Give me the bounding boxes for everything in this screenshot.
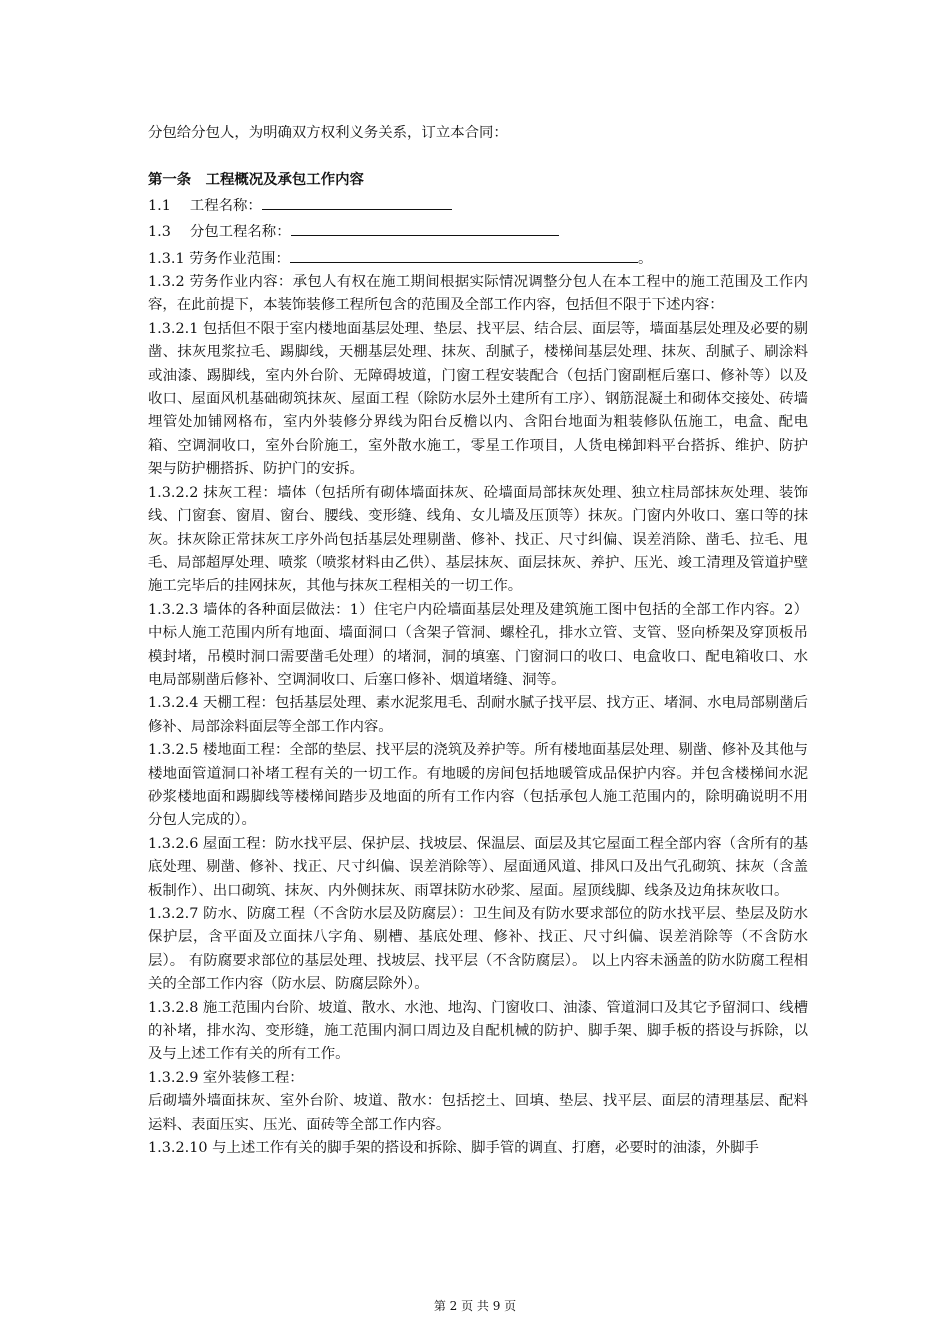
blank-line [291, 218, 559, 236]
field-project-name [148, 192, 808, 218]
paragraph: 1.3.2.9 室外装修工程： [148, 1069, 304, 1086]
paragraph: 后砌墙外墙面抹灰、室外台阶、坡道、散水：包括挖土、回填、垫层、找平层、面层的清理基层、配料运料、表面压实、压光、面砖等全部工作内容。 [148, 1093, 808, 1133]
paragraph: 1.3.2.6 屋面工程：防水找平层、保护层、找坡层、保温层、面层及其它屋面工程全部内容（含所有的基底处理、剔凿、修补、找正、尺寸纠偏、误差消除等）、屋面通风道、排风口及出气孔砌筑、抹灰（含盖板制作）、出口砌筑、抹灰、内外侧抹灰、雨罩抹防水砂浆、屋面。屋顶线脚、线条及边角抹灰收口。 [148, 835, 808, 899]
intro-text: 分包给分包人，为明确双方权利义务关系，订立本合同： [148, 125, 508, 141]
field-subcontract-name [148, 218, 808, 244]
paragraph: 1.3.2.1 包括但不限于室内楼地面基层处理、垫层、找平层、结合层、面层等，墙面基层处理及必要的剔凿、抹灰甩浆拉毛、踢脚线，天棚基层处理、抹灰、刮腻子，楼梯间基层处理、抹灰、刮腻子、刷涂料或油漆、踢脚线，室内外台阶、无障碍坡道，门窗工程安装配合（包括门窗副框后塞口、修补等）以及收口、屋面风机基础砌筑抹灰、屋面工程（除防水层外土建所有工序）、钢筋混凝土和砌体交接处、砖墙埋管处加铺网格布，室内外装修分界线为阳台反檐以内、含阳台地面为粗装修队伍施工，电盒、配电箱、空调洞收口，室外台阶施工，室外散水施工，零星工作项目，人货电梯卸料平台搭拆、维护、防护架与防护棚搭拆、防护门的安拆。 [148, 320, 808, 478]
paragraph: 1.3.2.7 防水、防腐工程（不含防水层及防腐层）：卫生间及有防水要求部位的防水找平层、垫层及防水保护层，含平面及立面抹八字角、剔槽、基底处理、修补、找正、尺寸纠偏、误差消除等（不含防水层）。 有防腐要求部位的基层处理、找坡层、找平层（不含防腐层）。 以上内容未涵盖的防水防腐工程相关的全部工作内容（防水层、防腐层除外）。 [148, 906, 808, 993]
paragraph: 1.3.2.2 抹灰工程：墙体（包括所有砌体墙面抹灰、砼墙面局部抹灰处理、独立柱局部抹灰处理、装饰线、门窗套、窗眉、窗台、腰线、变形缝、线角、女儿墙及压顶等）抹灰。门窗内外收口、塞口等的抹灰。抹灰除正常抹灰工序外尚包括基层处理剔凿、修补、找正、尺寸纠偏、误差消除、凿毛、拉毛、甩毛、局部超厚处理、喷浆（喷浆材料由乙供）、基层抹灰、面层抹灰、养护、压光、竣工清理及管道护壁施工完毕后的挂网抹灰，其他与抹灰工程相关的一切工作。 [148, 484, 808, 595]
paragraph: 1.3.2.3 墙体的各种面层做法：1）住宅户内砼墙面基层处理及建筑施工图中包括的全部工作内容。2）中标人施工范围内所有地面、墙面洞口（含架子管洞、螺栓孔，排水立管、支管、竖向桥架及穿顶板吊模封堵，吊模时洞口需要凿毛处理）的堵洞，洞的填塞、门窗洞口的收口、电盒收口、配电箱收口、水电局部剔凿后修补、空调洞收口、后塞口修补、烟道堵缝、洞等。 [148, 601, 808, 688]
paragraph: 1.3.2.4 天棚工程：包括基层处理、素水泥浆甩毛、刮耐水腻子找平层、找方正、堵洞、水电局部剔凿后修补、局部涂料面层等全部工作内容。 [148, 695, 808, 735]
field-suffix: 。 [637, 250, 653, 267]
paragraph: 1.3.2.8 施工范围内台阶、坡道、散水、水池、地沟、门窗收口、油漆、管道洞口及其它予留洞口、线槽的补堵，排水沟、变形缝，施工范围内洞口周边及自配机械的防护、脚手架、脚手板的搭设与拆除，以及与上述工作有关的所有工作。 [148, 999, 808, 1063]
field-labor-scope [148, 245, 808, 271]
article-heading: 第一条 工程概况及承包工作内容 [148, 171, 364, 189]
document-page [148, 122, 808, 1160]
blank-line [290, 245, 638, 263]
field-label: 1.3 分包工程名称： [148, 224, 291, 241]
blank-line [262, 192, 452, 210]
paragraph: 1.3.2.5 楼地面工程：全部的垫层、找平层的浇筑及养护等。所有楼地面基层处理、剔凿、修补及其他与楼地面管道洞口补堵工程有关的一切工作。有地暖的房间包括地暖管成品保护内容。并包含楼梯间水泥砂浆楼地面和踢脚线等楼梯间踏步及地面的所有工作内容（包括承包人施工范围内的，除明确说明不用分包人完成的）。 [148, 742, 808, 829]
paragraph: 1.3.2 劳务作业内容：承包人有权在施工期间根据实际情况调整分包人在本工程中的施工范围及工作内容，在此前提下，本装饰装修工程所包含的范围及全部工作内容，包括但不限于下述内容： [148, 274, 808, 314]
page-footer: 第 2 页 共 9 页 [433, 1299, 517, 1313]
field-label: 1.1 工程名称： [148, 197, 262, 214]
paragraph: 1.3.2.10 与上述工作有关的脚手架的搭设和拆除、脚手管的调直、打磨，必要时的油漆，外脚手 [148, 1140, 759, 1157]
field-label: 1.3.1 劳务作业范围： [148, 250, 290, 267]
